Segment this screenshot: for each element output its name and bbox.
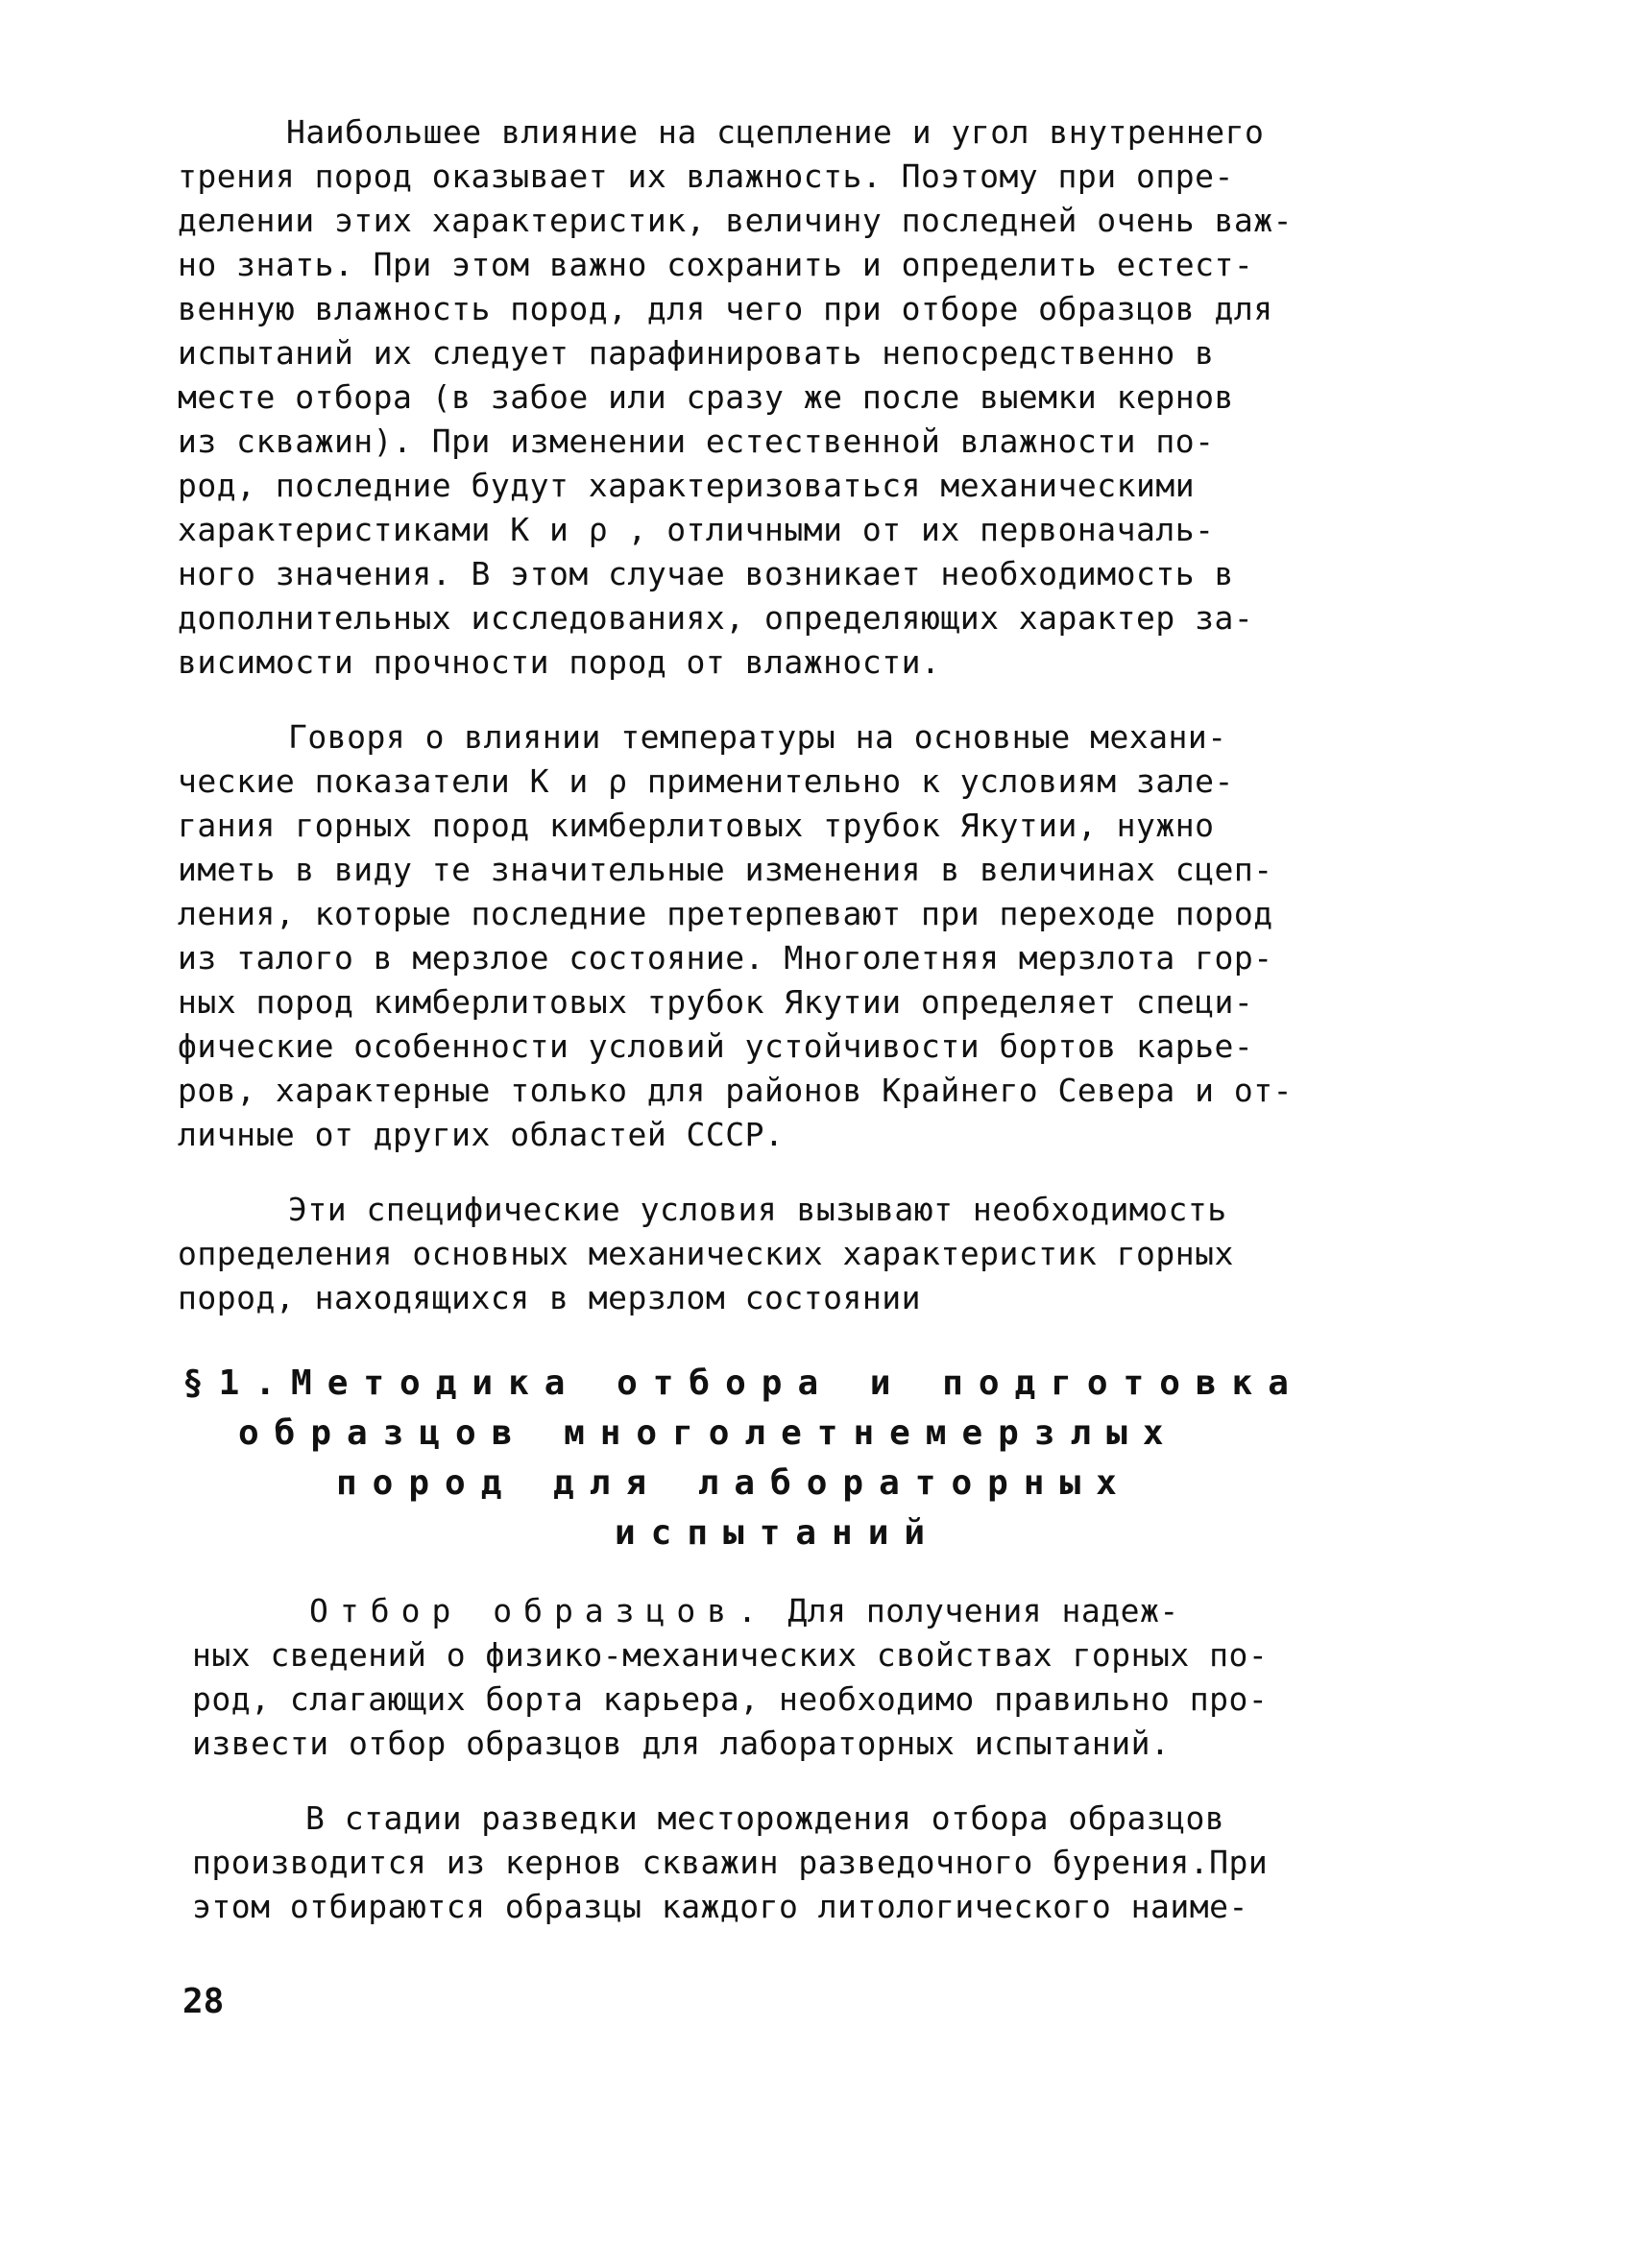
text-line: ров, характерные только для районов Крайнего Севера и от- — [178, 1072, 1293, 1109]
text-line: род, слагающих борта карьера, необходимо правильно про- — [192, 1680, 1269, 1718]
text-line: личные от других областей СССР. — [178, 1116, 785, 1153]
text-line: ления, которые последние претерпевают при переходе пород — [178, 895, 1273, 932]
text-line: род, последние будут характеризоваться механическими — [178, 467, 1196, 504]
text-line: но знать. При этом важно сохранить и определить естест- — [178, 246, 1254, 283]
text-line: висимости прочности пород от влажности. — [178, 643, 941, 681]
text-line: ческие показатели К и ρ применительно к условиям зале- — [178, 762, 1234, 800]
runin-heading: Отбор образцов. — [309, 1592, 769, 1629]
text-line: пород, находящихся в мерзлом состоянии — [178, 1279, 921, 1316]
text-line: испытаний их следует парафинировать непосредственно в — [178, 334, 1215, 372]
runin-continuation: Для получения надеж- — [768, 1592, 1179, 1629]
heading-line: §1.Методика отбора и подготовка — [182, 1363, 1304, 1403]
text-line: трения пород оказывает их влажность. Поэтому при опре- — [178, 157, 1234, 195]
text-line: из скважин). При изменении естественной влажности по- — [178, 422, 1215, 460]
text-line — [309, 1590, 1179, 1632]
text-line: гания горных пород кимберлитовых трубок Якутии, нужно — [178, 807, 1215, 844]
page-number: 28 — [182, 1982, 225, 2021]
text-line: иметь в виду те значительные изменения в величинах сцеп- — [178, 851, 1273, 888]
text-line: Эти специфические условия вызывают необходимость — [288, 1191, 1227, 1228]
text-line: характеристиками К и ρ , отличными от их первоначаль- — [178, 511, 1215, 548]
text-line: ного значения. В этом случае возникает необходимость в — [178, 555, 1234, 592]
text-line: извести отбор образцов для лабораторных испытаний. — [192, 1725, 1171, 1762]
text-line: ных пород кимберлитовых трубок Якутии определяет специ- — [178, 983, 1254, 1021]
text-line: производится из кернов скважин разведочного бурения.При — [192, 1844, 1269, 1881]
text-line: Наибольшее влияние на сцепление и угол внутреннего — [286, 113, 1265, 151]
text-line: венную влажность пород, для чего при отборе образцов для — [178, 290, 1273, 327]
text-line: делении этих характеристик, величину последней очень важ- — [178, 202, 1293, 239]
text-line: Говоря о влиянии температуры на основные механи- — [288, 718, 1227, 756]
text-line: из талого в мерзлое состояние. Многолетняя мерзлота гор- — [178, 939, 1273, 977]
text-line: ных сведений о физико-механических свойствах горных по- — [192, 1636, 1269, 1674]
text-line: этом отбираются образцы каждого литологического наиме- — [192, 1888, 1248, 1925]
text-line: В стадии разведки месторождения отбора образцов — [305, 1799, 1225, 1837]
text-line: фические особенности условий устойчивости бортов карье- — [178, 1027, 1254, 1065]
heading-line: испытаний — [615, 1513, 941, 1553]
text-line: дополнительных исследованиях, определяющих характер за- — [178, 599, 1254, 637]
text-line: определения основных механических характеристик горных — [178, 1235, 1234, 1272]
heading-line: пород для лабораторных — [336, 1463, 1132, 1503]
text-line: месте отбора (в забое или сразу же после выемки кернов — [178, 378, 1234, 416]
heading-line: образцов многолетнемерзлых — [238, 1413, 1179, 1453]
